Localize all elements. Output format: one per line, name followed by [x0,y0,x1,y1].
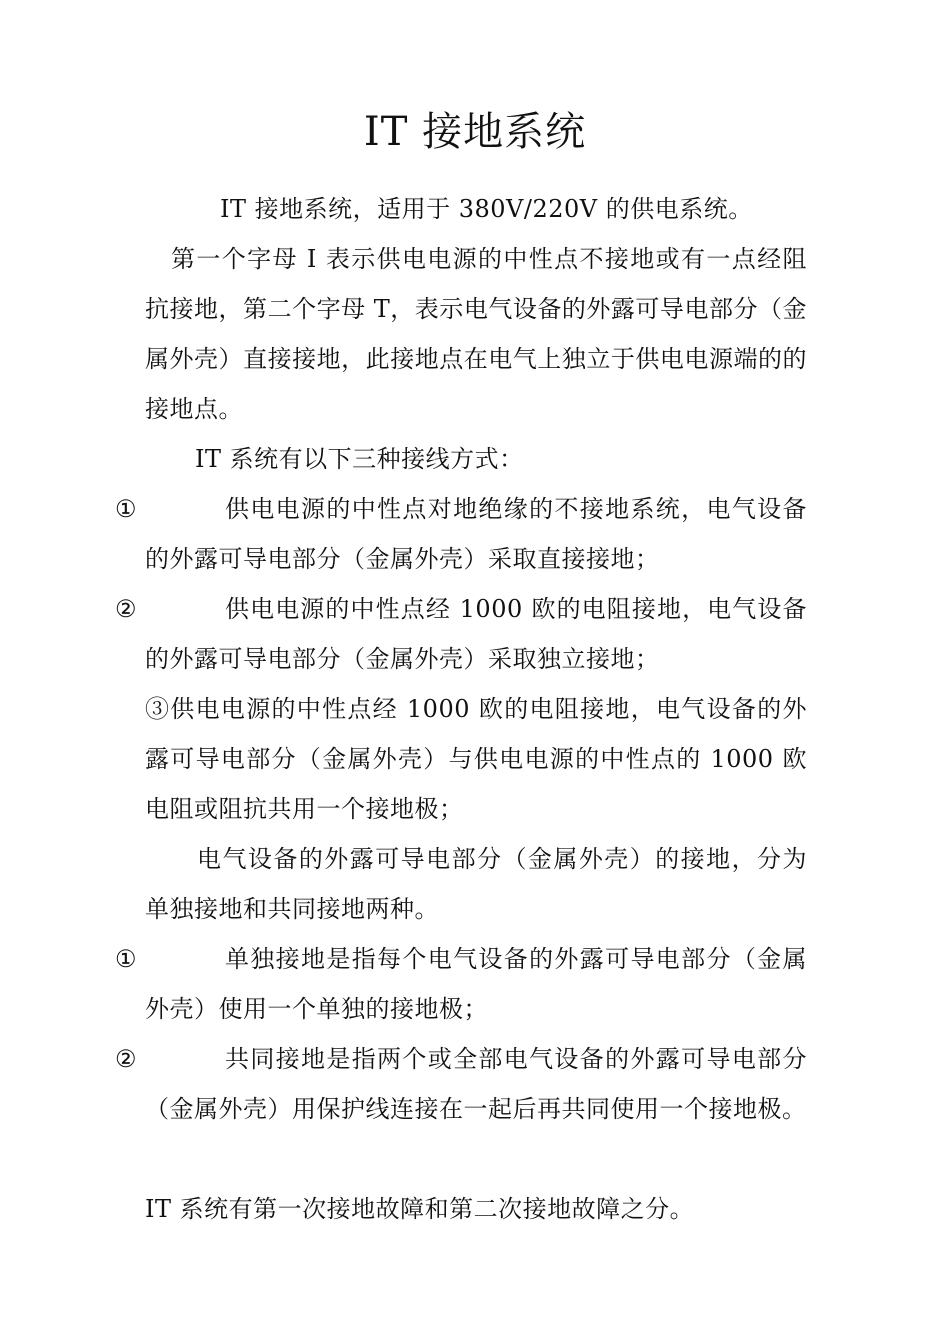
list-item [115,934,807,1034]
mode-three-paragraph: ③供电电源的中性点经 1000 欧的电阻接地，电气设备的外露可导电部分（金属外壳）与供电电源的中性点的 1000 欧电阻或阻抗共用一个接地极； [145,695,807,823]
list-marker: ② [115,1045,137,1073]
list-marker: ② [115,595,137,623]
letters-paragraph: 第一个字母 I 表示供电电源的中性点不接地或有一点经阻抗接地，第二个字母 T，表示电气设备的外露可导电部分（金属外壳）直接接地，此接地点在电气上独立于供电电源端的的接地点。 [145,245,807,423]
list-marker: ① [115,495,137,523]
grounding-paragraph: 电气设备的外露可导电部分（金属外壳）的接地，分为单独接地和共同接地两种。 [145,845,807,923]
list-item [115,1034,807,1134]
page-title: IT 接地系统 [363,109,587,155]
list-item [115,484,807,584]
faults-paragraph: IT 系统有第一次接地故障和第二次接地故障之分。 [145,1195,695,1223]
list-item-text: 供电电源的中性点对地绝缘的不接地系统，电气设备的外露可导电部分（金属外壳）采取直接接地； [145,495,807,573]
intro-paragraph: IT 接地系统，适用于 380V/220V 的供电系统。 [220,195,753,223]
list-item-text: 共同接地是指两个或全部电气设备的外露可导电部分（金属外壳）用保护线连接在一起后再共同使用一个接地极。 [145,1045,807,1123]
modes-intro-paragraph: IT 系统有以下三种接线方式： [195,445,524,473]
list-item [115,584,807,684]
list-item-text: 供电电源的中性点经 1000 欧的电阻接地，电气设备的外露可导电部分（金属外壳）采取独立接地； [145,595,807,673]
list-item-text: 单独接地是指每个电气设备的外露可导电部分（金属外壳）使用一个单独的接地极； [145,945,807,1023]
list-marker: ① [115,945,137,973]
